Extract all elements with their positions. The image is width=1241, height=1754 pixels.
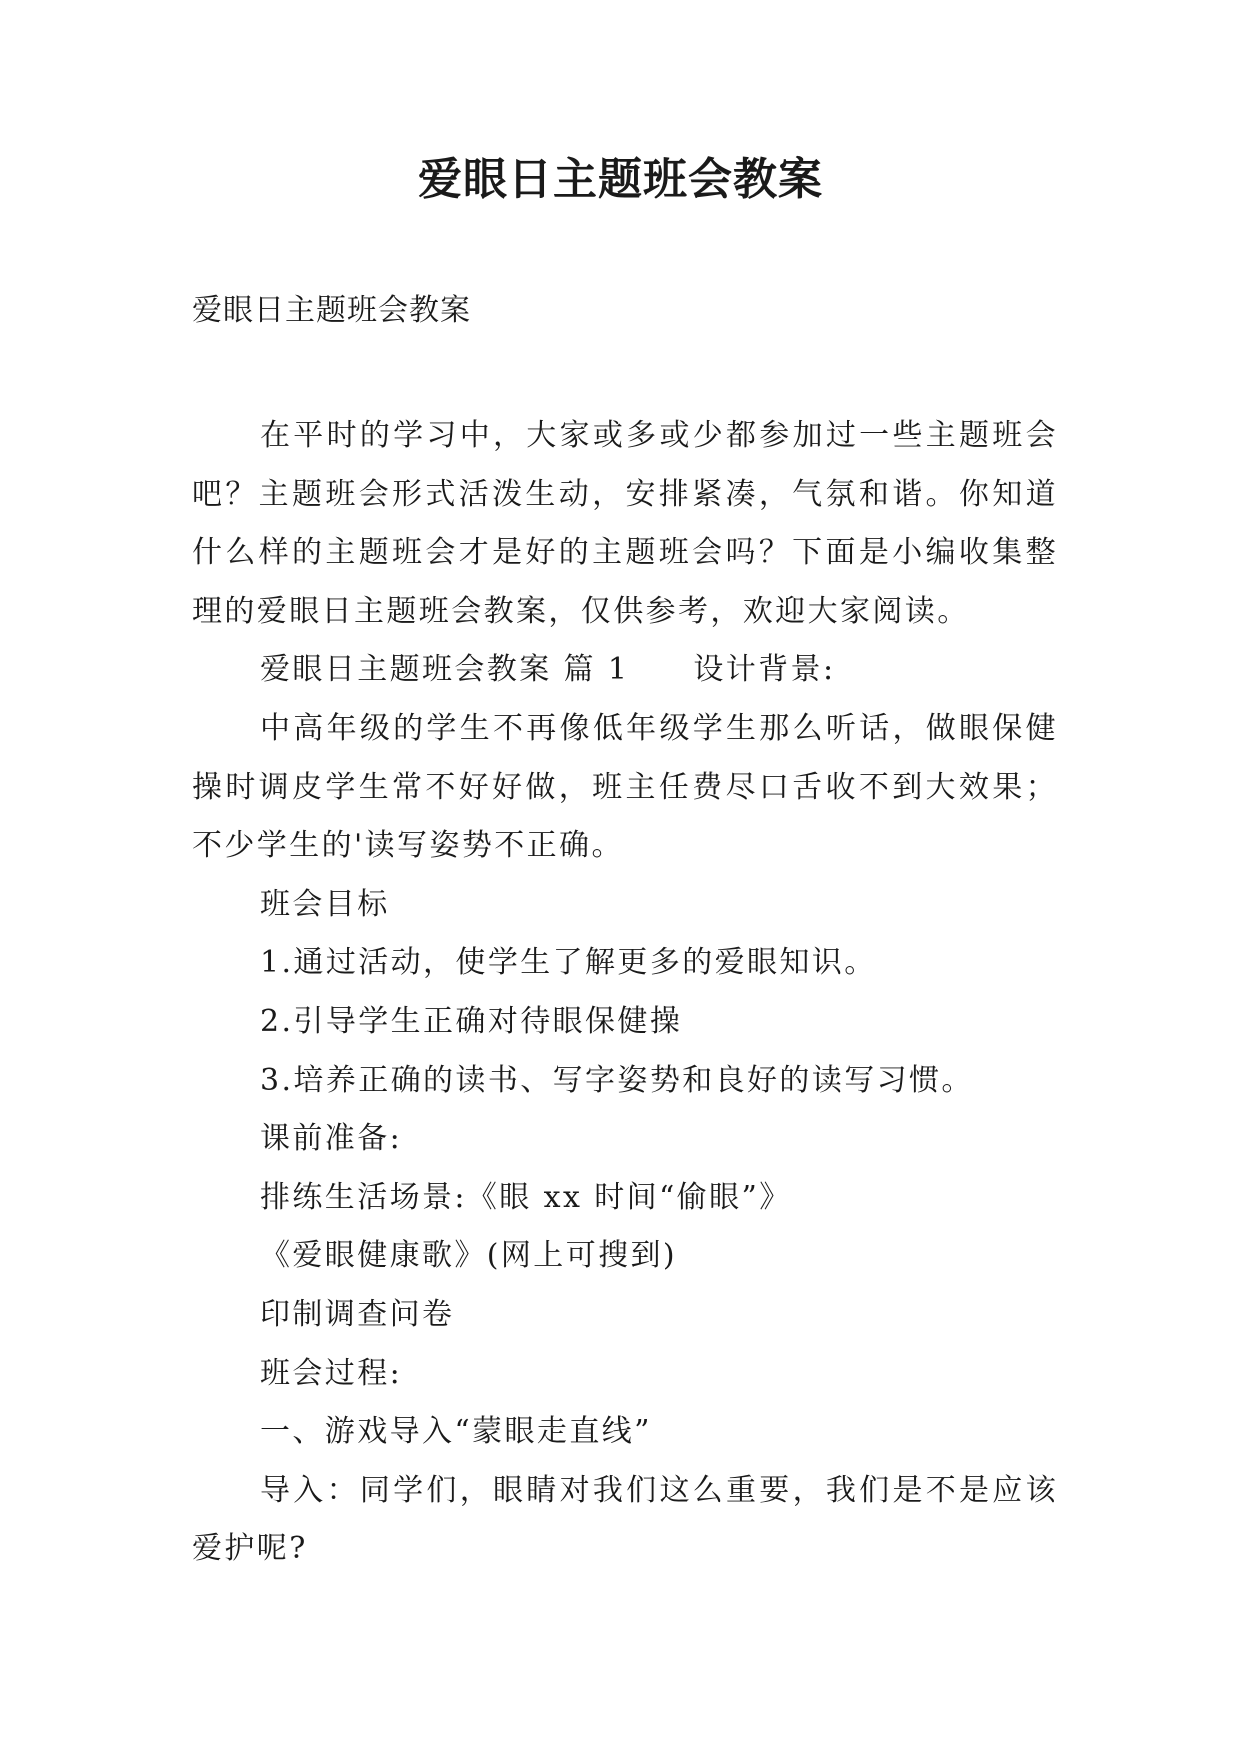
process-step-heading: 一、游戏导入“蒙眼走直线” (260, 1414, 652, 1450)
preparation-item: 印制调查问卷 (260, 1296, 455, 1332)
document-body (192, 407, 1058, 1579)
preparation-item: 排练生活场景:《眼 xx 时间“偷眼”》 (260, 1179, 792, 1215)
section-heading (192, 641, 1058, 700)
process-paragraph: 导入：同学们，眼睛对我们这么重要，我们是不是应该爱护呢? (192, 1472, 1058, 1567)
background-paragraph: 中高年级的学生不再像低年级学生那么听话，做眼保健操时调皮学生常不好好做，班主任费尽口舌收不到大效果；不少学生的'读写姿势不正确。 (192, 710, 1058, 864)
document-subtitle: 爱眼日主题班会教案 (192, 293, 471, 328)
intro-paragraph: 在平时的学习中，大家或多或少都参加过一些主题班会吧？主题班会形式活泼生动，安排紧凑，气氛和谐。你知道什么样的主题班会才是好的主题班会吗？下面是小编收集整理的爱眼日主题班会教案，仅供参考，欢迎大家阅读。 (192, 418, 1058, 629)
preparation-heading: 课前准备: (260, 1121, 403, 1157)
section-heading-part: 爱眼日主题班会教案 篇 1 (260, 652, 630, 688)
preparation-item: 《爱眼健康歌》(网上可搜到) (260, 1238, 678, 1274)
document-title: 爱眼日主题班会教案 (418, 154, 823, 205)
section-heading-label: 设计背景: (693, 652, 836, 688)
goal-item: 3.培养正确的读书、写字姿势和良好的读写习惯。 (260, 1062, 974, 1098)
goal-item: 1.通过活动，使学生了解更多的爱眼知识。 (260, 945, 877, 981)
goal-item: 2.引导学生正确对待眼保健操 (260, 1003, 683, 1039)
process-heading: 班会过程: (260, 1355, 403, 1391)
goals-heading: 班会目标 (260, 886, 390, 922)
